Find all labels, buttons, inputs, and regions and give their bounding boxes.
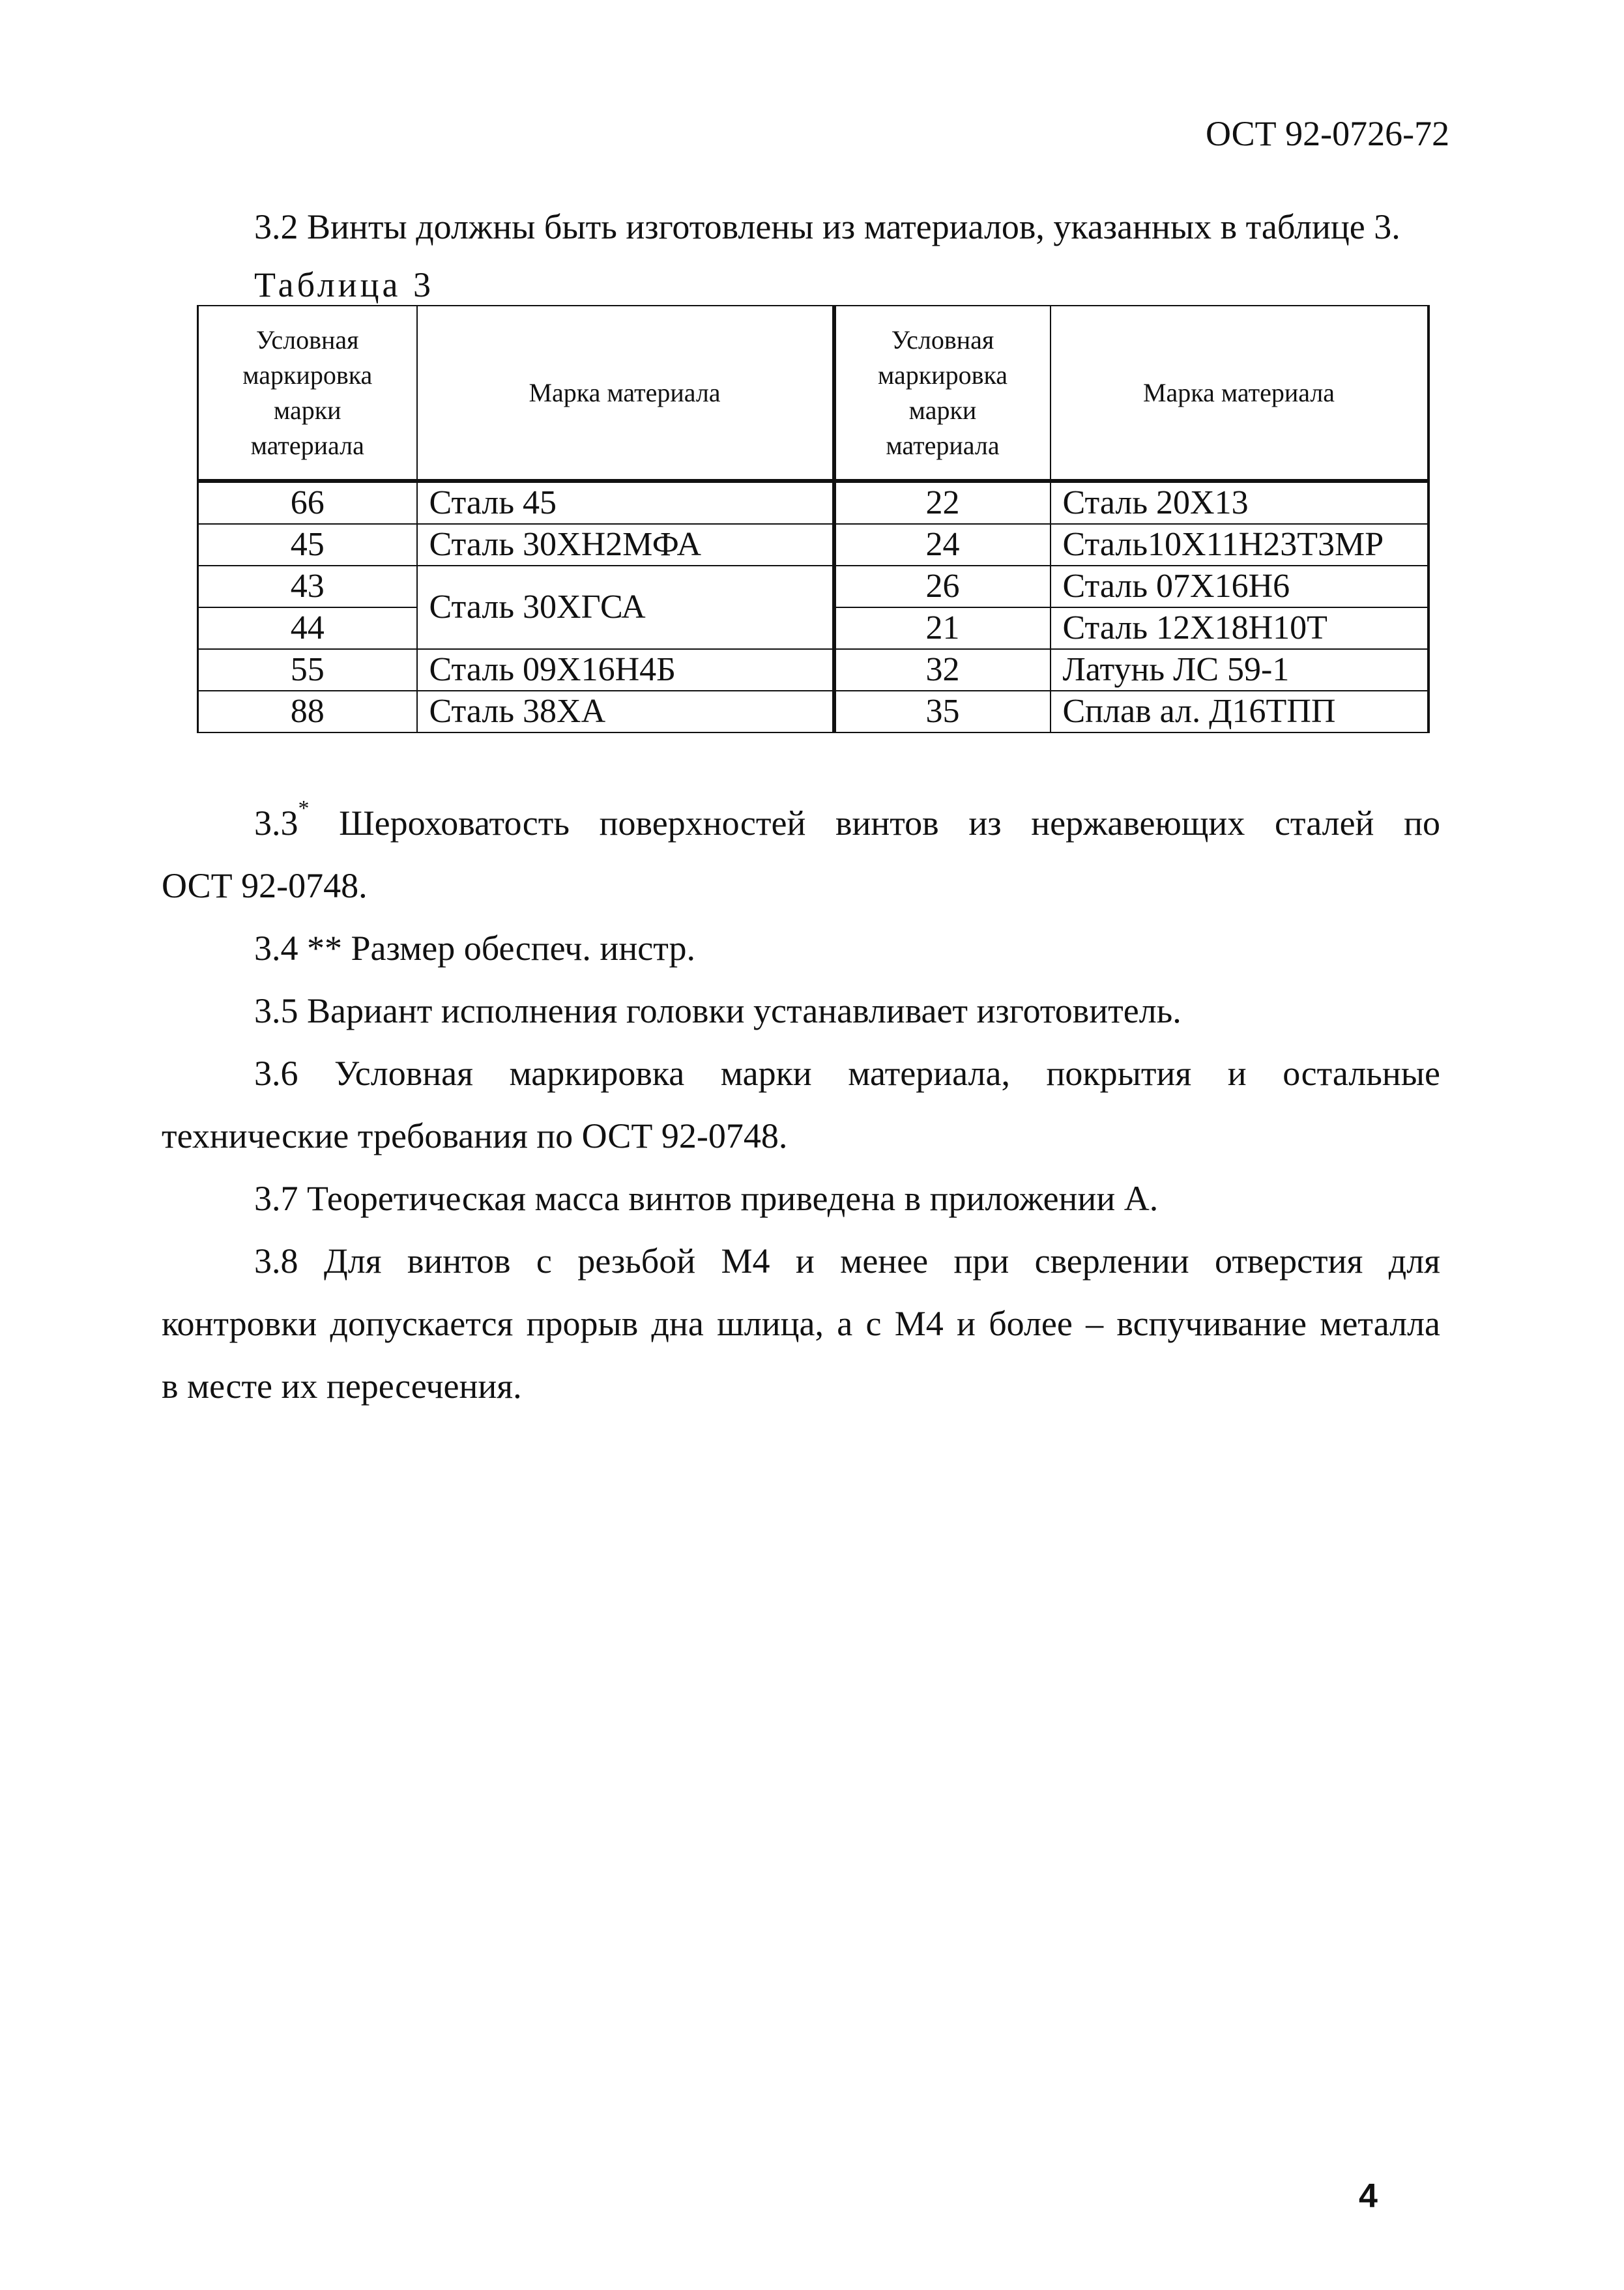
paragraph-3-3-line-2: ОСТ 92-0748. (162, 866, 368, 905)
code-cell: 43 (198, 566, 417, 607)
material-cell: Сталь 09Х16Н4Б (417, 649, 834, 691)
header-code-left: Условная маркировка марки материала (198, 306, 417, 481)
code-cell: 32 (834, 649, 1051, 691)
page-number: 4 (1359, 2177, 1378, 2215)
header-code-right: Условная маркировка марки материала (834, 306, 1051, 481)
material-cell: Сталь10Х11Н23Т3МР (1051, 524, 1428, 566)
table-caption: Таблица 3 (254, 265, 434, 304)
code-cell: 35 (834, 691, 1051, 732)
table-row (198, 524, 1428, 566)
material-cell: Латунь ЛС 59-1 (1051, 649, 1428, 691)
paragraph-3-6-line-1: 3.6 Условная маркировка марки материала, покрытия и остальные (254, 1054, 1440, 1093)
material-cell: Сталь 45 (417, 481, 834, 524)
code-cell: 45 (198, 524, 417, 566)
document-code: ОСТ 92-0726-72 (1206, 114, 1450, 153)
code-cell: 66 (198, 481, 417, 524)
table-row (198, 691, 1428, 732)
paragraph-3-8-line-1: 3.8 Для винтов с резьбой М4 и менее при сверлении отверстия для (254, 1241, 1440, 1281)
material-cell: Сплав ал. Д16ТПП (1051, 691, 1428, 732)
code-cell: 55 (198, 649, 417, 691)
table-row (198, 566, 1428, 607)
code-cell: 21 (834, 607, 1051, 649)
table-row (198, 649, 1428, 691)
code-cell: 26 (834, 566, 1051, 607)
table-header-row (198, 306, 1428, 481)
paragraph-3-5: 3.5 Вариант исполнения головки устанавливает изготовитель. (254, 991, 1182, 1030)
paragraph-3-8-line-3: в месте их пересечения. (162, 1367, 522, 1406)
material-cell: Сталь 38ХА (417, 691, 834, 732)
paragraph-3-7: 3.7 Теоретическая масса винтов приведена в приложении А. (254, 1179, 1159, 1218)
material-cell: Сталь 12Х18Н10Т (1051, 607, 1428, 649)
paragraph-number: 3.3 (254, 804, 298, 843)
paragraph-3-8-line-2: контровки допускается прорыв дна шлица, а с М4 и более – вспучивание металла (162, 1304, 1440, 1343)
code-cell: 22 (834, 481, 1051, 524)
material-cell: Сталь 20Х13 (1051, 481, 1428, 524)
material-cell: Сталь 30ХН2МФА (417, 524, 834, 566)
paragraph-3-3-line-1 (254, 792, 1440, 854)
code-cell: 88 (198, 691, 417, 732)
footnote-mark: * (298, 796, 310, 820)
paragraph-3-4: 3.4 ** Размер обеспеч. инстр. (254, 929, 695, 968)
paragraph-3-2: 3.2 Винты должны быть изготовлены из материалов, указанных в таблице 3. (254, 207, 1400, 246)
header-material-right: Марка материала (1051, 306, 1428, 481)
code-cell: 24 (834, 524, 1051, 566)
paragraph-text: Шероховатость поверхностей винтов из нержавеющих сталей по (339, 804, 1440, 843)
materials-table (197, 305, 1430, 733)
code-cell: 44 (198, 607, 417, 649)
material-cell: Сталь 07Х16Н6 (1051, 566, 1428, 607)
table-row (198, 481, 1428, 524)
header-material-left: Марка материала (417, 306, 834, 481)
material-cell-merged: Сталь 30ХГСА (417, 566, 834, 649)
paragraph-3-6-line-2: технические требования по ОСТ 92-0748. (162, 1116, 788, 1155)
